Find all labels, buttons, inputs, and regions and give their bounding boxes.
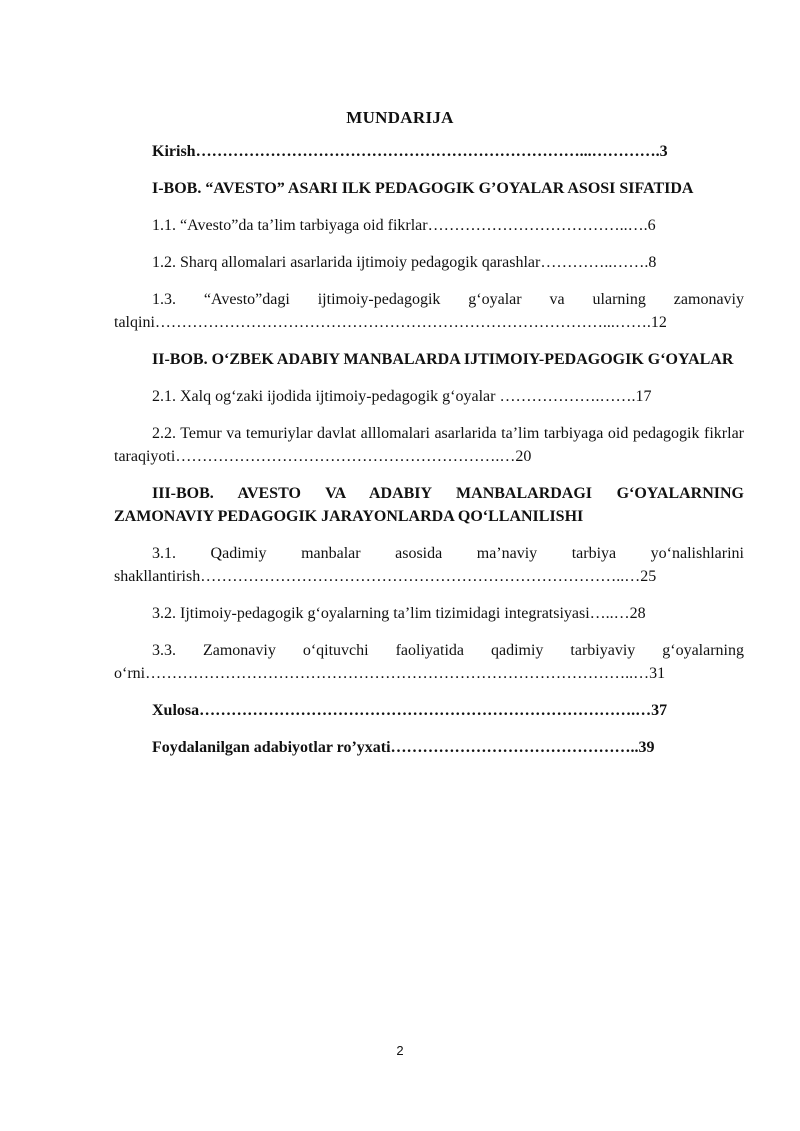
toc-entry-text: 1.3. “Avesto”dagi ijtimoiy-pedagogik g‘oyalar va ularning zamonaviy talqini…………………………………………………………………………...…….12 bbox=[114, 291, 744, 331]
toc-title: MUNDARIJA bbox=[346, 108, 454, 127]
toc-entry-text: 3.1. Qadimiy manbalar asosida ma’naviy tarbiya yo‘nalishlarini shakllantirish……………………………………………………………………..…25 bbox=[114, 545, 744, 585]
toc-entry-text: 1.2. Sharq allomalari asarlarida ijtimoiy pedagogik qarashlar…………..…….8 bbox=[152, 254, 657, 271]
toc-entry-text: II-BOB. O‘ZBEK ADABIY MANBALARDA IJTIMOIY-PEDAGOGIK G‘OYALAR bbox=[152, 351, 734, 368]
toc-entry-3-2 bbox=[114, 602, 744, 625]
toc-chapter-3 bbox=[114, 482, 744, 528]
toc-entry-text: Kirish………………………………………………………………...………….3 bbox=[152, 143, 668, 160]
toc-chapter-1 bbox=[114, 177, 744, 200]
table-of-contents bbox=[114, 140, 744, 773]
toc-entry-intro bbox=[114, 140, 744, 163]
toc-entry-text: 3.2. Ijtimoiy-pedagogik g‘oyalarning ta’lim tizimidagi integratsiyasi…..…28 bbox=[152, 605, 646, 622]
toc-entry-conclusion bbox=[114, 699, 744, 722]
toc-entry-text: I-BOB. “AVESTO” ASARI ILK PEDAGOGIK G’OYALAR ASOSI SIFATIDA bbox=[152, 180, 694, 197]
toc-entry-1-2 bbox=[114, 251, 744, 274]
toc-entry-3-1 bbox=[114, 542, 744, 588]
toc-entry-text: 3.3. Zamonaviy o‘qituvchi faoliyatida qadimiy tarbiyaviy g‘oyalarning o‘rni………………………………………………………………………………..…31 bbox=[114, 642, 744, 682]
toc-chapter-2 bbox=[114, 348, 744, 371]
toc-entry-text: III-BOB. AVESTO VA ADABIY MANBALARDAGI G‘OYALARNING ZAMONAVIY PEDAGOGIK JARAYONLARDA QO‘LLANILISHI bbox=[114, 485, 744, 525]
toc-entry-text: 2.1. Xalq og‘zaki ijodida ijtimoiy-pedagogik g‘oyalar ……………….…….17 bbox=[152, 388, 652, 405]
toc-entry-text: Xulosa……………………………………………………………………….…37 bbox=[152, 702, 668, 719]
toc-entry-1-1 bbox=[114, 214, 744, 237]
toc-entry-3-3 bbox=[114, 639, 744, 685]
toc-entry-references bbox=[114, 736, 744, 759]
page-number: 2 bbox=[396, 1043, 404, 1058]
toc-entry-1-3 bbox=[114, 288, 744, 334]
toc-entry-text: 1.1. “Avesto”da ta’lim tarbiyaga oid fikrlar………………………………..….6 bbox=[152, 217, 656, 234]
toc-entry-2-1 bbox=[114, 385, 744, 408]
toc-entry-text: Foydalanilgan adabiyotlar ro’yxati………………………………………..39 bbox=[152, 739, 655, 756]
toc-entry-2-2 bbox=[114, 422, 744, 468]
toc-entry-text: 2.2. Temur va temuriylar davlat alllomalari asarlarida ta’lim tarbiyaga oid pedagogik fikrlar taraqiyoti…………………………………………………….…20 bbox=[114, 425, 744, 465]
